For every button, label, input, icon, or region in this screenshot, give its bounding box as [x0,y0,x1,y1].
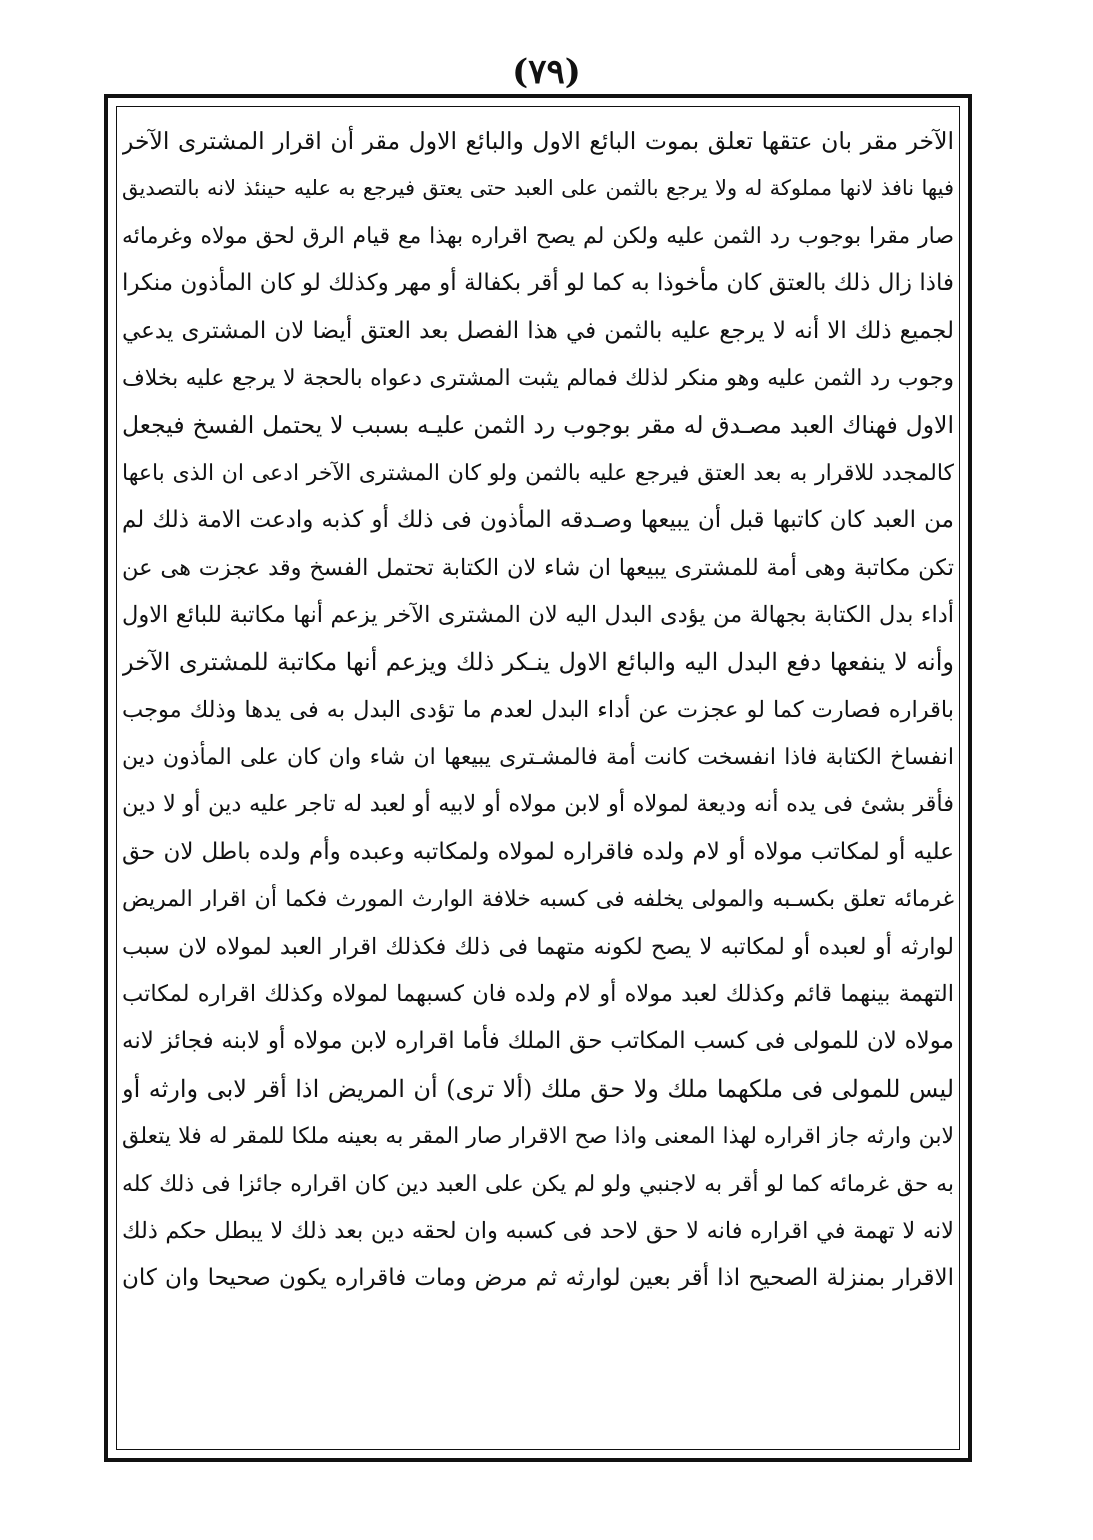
page-number: (٧٩) [512,52,581,92]
text-line: وأنه لا ينفعها دفع البدل اليه والبائع الاول ينـكر ذلك ويزعم أنها مكاتبة للمشترى الآخر [122,648,954,677]
text-line: الاقرار بمنزلة الصحيح اذا أقر بعين لوارثه ثم مرض ومات فاقراره يكون صحيحا وان كان [122,1265,954,1292]
text-line: عليه أو لمكاتب مولاه أو لام ولده فاقراره لمولاه ولمكاتبه وعبده وأم ولده باطل لان حق [122,838,954,865]
text-line: لابن وارثه جاز اقراره لهذا المعنى واذا صح الاقرار صار المقر به بعينه ملكا للمقر له فلا يتعلق [122,1124,954,1150]
body-text [122,118,954,1448]
text-line: الآخر مقر بان عتقها تعلق بموت البائع الاول والبائع الاول مقر أن اقرار المشترى الآخر [122,127,954,155]
text-line: باقراره فصارت كما لو عجزت عن أداء البدل لعدم ما تؤدى البدل به فى يدها وذلك موجب [122,696,954,723]
text-line: فيها نافذ لانها مملوكة له ولا يرجع بالثمن على العبد حتى يعتق فيرجع به عليه حينئذ لانه بالتصديق [122,176,954,201]
text-line: لوارثه أو لعبده أو لمكاتبه لا يصح لكونه متهما فى ذلك فكذلك اقرار العبد لمولاه لان سبب [122,933,954,960]
text-line: كالمجدد للاقرار به بعد العتق فيرجع عليه بالثمن ولو كان المشترى الآخر ادعى ان الذى باعها [122,460,954,486]
text-line: وجوب رد الثمن عليه وهو منكر لذلك فمالم يثبت المشترى دعواه بالحجة لا يرجع عليه بخلاف [122,365,954,391]
text-line: فاذا زال ذلك بالعتق كان مأخوذا به كما لو أقر بكفالة أو مهر وكذلك لو كان المأذون منكرا [122,270,954,297]
text-line: غرمائه تعلق بكسـبه والمولى يخلفه فى كسبه خلافة الوارث المورث فكما أن اقرار المريض [122,887,954,913]
text-line: التهمة بينهما قائم وكذلك لعبد مولاه أو لام ولده فان كسبهما لمولاه وكذلك اقراره لمكاتب [122,981,954,1008]
text-line: لانه لا تهمة في اقراره فانه لا حق لاحد فى كسبه وان لحقه دين بعد ذلك لا يبطل حكم ذلك [122,1217,954,1244]
text-line: مولاه لان للمولى فى كسب المكاتب حق الملك فأما اقراره لابن مولاه أو لابنه فجائز لانه [122,1028,954,1055]
text-line: الاول فهناك العبد مصـدق له مقر بوجوب رد الثمن عليـه بسبب لا يحتمل الفسخ فيجعل [122,411,954,440]
text-line: من العبد كان كاتبها قبل أن يبيعها وصـدقه المأذون فى ذلك أو كذبه وادعت الامة ذلك لم [122,507,954,534]
text-line: به حق غرمائه كما لو أقر به لاجنبي ولو لم يكن على العبد دين كان اقراره جائزا فى ذلك كله [122,1171,954,1197]
text-line: فأقر بشئ فى يده أنه وديعة لمولاه أو لابن مولاه أو لابيه أو لعبد له تاجر عليه دين أو لا دين [122,791,954,818]
text-line: ليس للمولى فى ملكهما ملك ولا حق ملك (ألا ترى) أن المريض اذا أقر لابى وارثه أو [122,1074,954,1103]
text-line: أداء بدل الكتابة بجهالة من يؤدى البدل اليه لان المشترى الآخر يزعم أنها مكاتبة للبائع الاول [122,601,954,628]
text-line: تكن مكاتبة وهى أمة للمشترى يبيعها ان شاء لان الكتابة تحتمل الفسخ وقد عجزت هى عن [122,554,954,581]
text-line: لجميع ذلك الا أنه لا يرجع عليه بالثمن في هذا الفصل بعد العتق أيضا لان المشترى يدعي [122,317,954,344]
text-line: صار مقرا بوجوب رد الثمن عليه ولكن لم يصح اقراره بهذا مع قيام الرق لحق مولاه وغرمائه [122,223,954,249]
text-line: انفساخ الكتابة فاذا انفسخت كانت أمة فالمشـترى يبيعها ان شاء وان كان على المأذون دين [122,745,954,771]
